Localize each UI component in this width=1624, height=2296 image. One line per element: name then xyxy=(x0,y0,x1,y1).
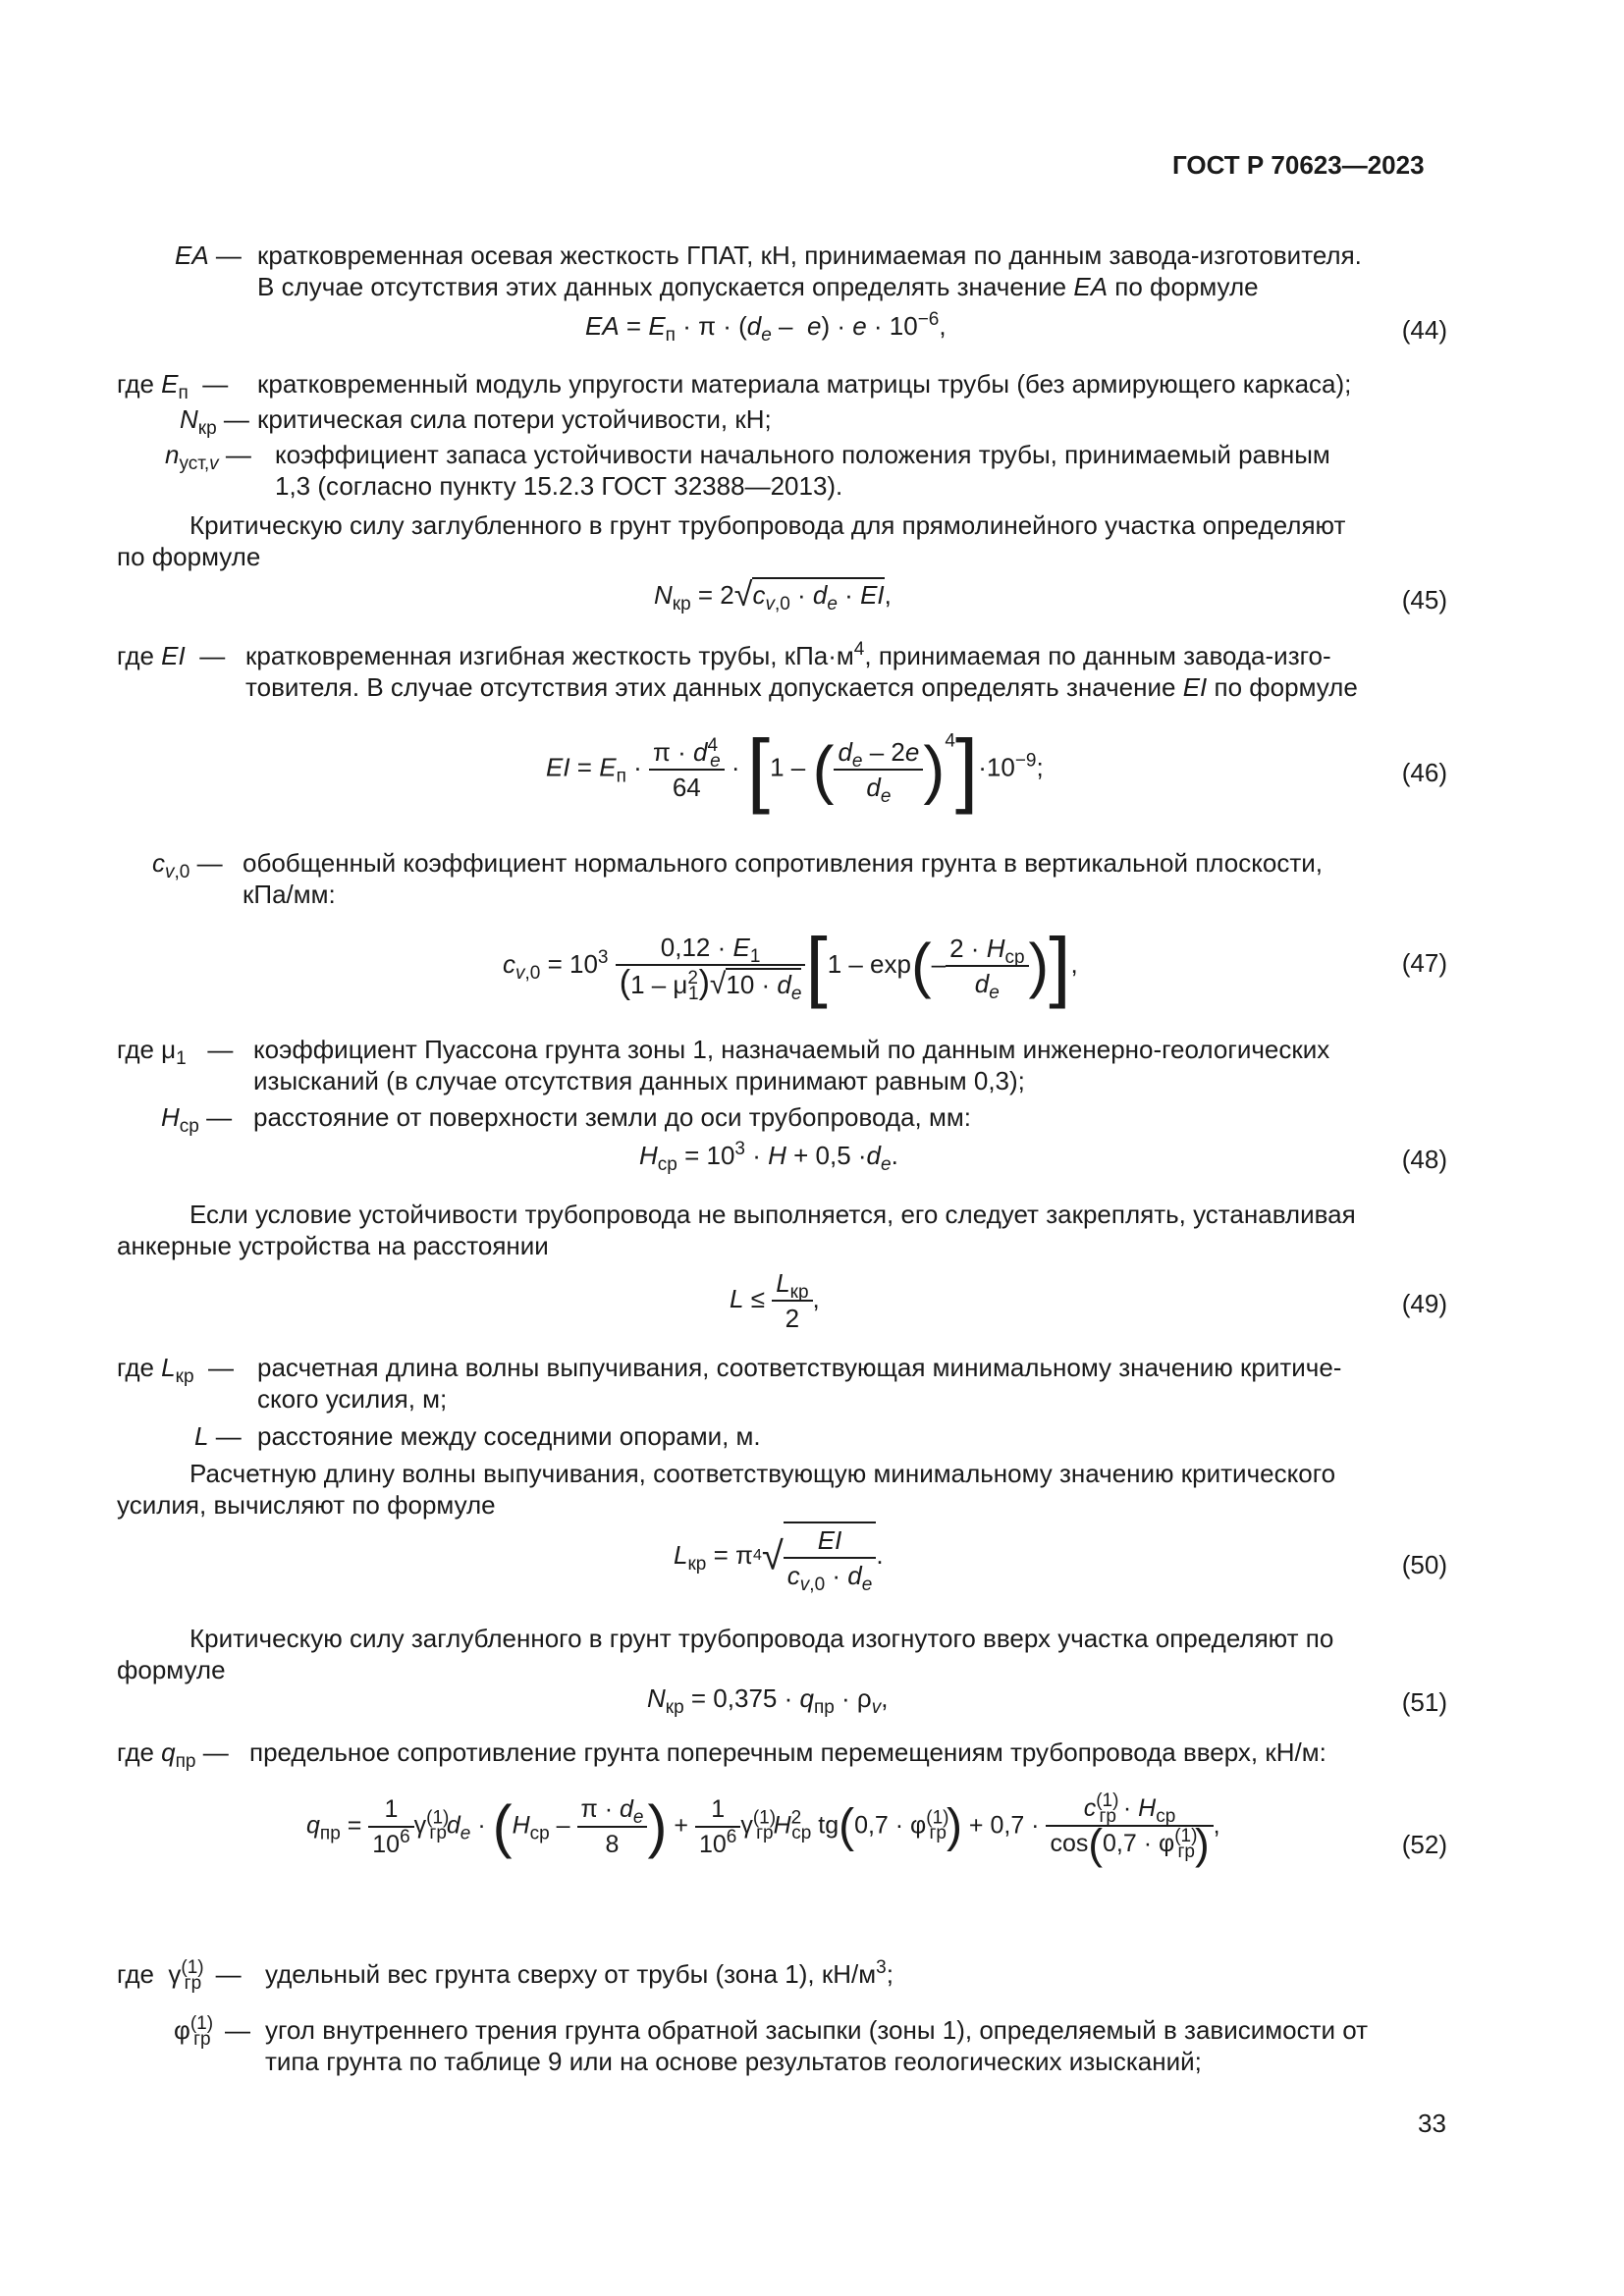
formula-47: $c_{v,0} = 10^3$ $\frac{0,12 \cdot E_1}{(1 - \mu^2_1)√10 \cdot d_e}$ [1 – exp(– $\frac{2 \cdot H_{ср}}{d_e}$ )], xyxy=(503,922,1078,1009)
definition-term-mu1: где $\mu_1$ — xyxy=(117,1035,234,1069)
definition-term-EA: EA — xyxy=(175,240,242,270)
definition-term-En: где $E_п$ — xyxy=(117,369,229,403)
equation-number-52: (52) xyxy=(1401,1830,1447,1859)
definition-EA-line1: кратковременная осевая жесткость ГПАТ, кН, принимаемая по данным завода-изготовителя. xyxy=(257,240,1362,270)
definition-mu1-line1: коэффициент Пуассона грунта зоны 1, назначаемый по данным инженерно-геологических xyxy=(253,1035,1330,1064)
definition-phi-line2: типа грунта по таблице 9 или на основе результатов геологических изысканий; xyxy=(265,2047,1202,2076)
definition-EI-line1: кратковременная изгибная жесткость трубы, $кПа\cdot м^4$, принимаемая по данным завода-изго- xyxy=(245,639,1331,670)
definition-EI-line2: товителя. В случае отсутствия этих данных допускается определять значение EI по формуле xyxy=(245,672,1358,702)
equation-number-51: (51) xyxy=(1401,1687,1447,1717)
definition-L-text: расстояние между соседними опорами, м. xyxy=(257,1421,761,1451)
definition-En-text: кратковременный модуль упругости материала матрицы трубы (без армирующего каркаса); xyxy=(257,369,1352,399)
paragraph-51-line1: Критическую силу заглубленного в грунт трубопровода изогнутого вверх участка определяют по xyxy=(189,1624,1334,1653)
definition-nust-line2: 1,3 (согласно пункту 15.2.3 ГОСТ 32388—2013). xyxy=(275,471,843,501)
definition-mu1-line2: изысканий (в случае отсутствия данных принимают равным 0,3); xyxy=(253,1066,1025,1095)
definition-Lkr-line2: ского усилия, м; xyxy=(257,1384,448,1414)
formula-46: EI = $E_п$ · $\frac{\pi \cdot d^4_e}{64}$ · [1 – ( $\frac{d_e - 2e}{d_e}$ )$^4]\cdot 10^{-9}$; xyxy=(546,722,1044,815)
formula-45: $N_{кр} = 2√c_{v,0} \cdot d_e$ · EI, xyxy=(654,576,892,614)
paragraph-50-line2: усилия, вычисляют по формуле xyxy=(117,1490,496,1520)
definition-term-nust: $n_{уст,v}$ — xyxy=(165,440,251,474)
definition-term-gamma: где $\gamma^{(1)}_{гр}$ — xyxy=(117,1957,242,1994)
formula-49: L ≤ $\frac{L_{кр}}{2}$ , xyxy=(730,1268,820,1333)
paragraph-45-line1: Критическую силу заглубленного в грунт трубопровода для прямолинейного участка определяют xyxy=(189,510,1346,540)
definition-EA-line2: В случае отсутствия этих данных допускается определять значение EA по формуле xyxy=(257,272,1259,301)
paragraph-50-line1: Расчетную длину волны выпучивания, соответствующую минимальному значению критического xyxy=(189,1459,1336,1488)
document-header: ГОСТ Р 70623—2023 xyxy=(1172,150,1425,180)
equation-number-45: (45) xyxy=(1401,585,1447,614)
equation-number-50: (50) xyxy=(1401,1550,1447,1579)
formula-50: $L_{кр} = \pi^4√$ $\frac{EI}{c_{v,0} \cdot d_e}$ . xyxy=(674,1522,884,1592)
formula-51: $N_{кр} = 0,375 \cdot q_{пр} \cdot \rho_v$, xyxy=(647,1683,889,1718)
definition-term-Hsr: $H_{ср}$ — xyxy=(161,1102,233,1137)
equation-number-49: (49) xyxy=(1401,1289,1447,1318)
definition-term-qpr: где $q_{пр}$ — xyxy=(117,1737,229,1772)
definition-qpr-text: предельное сопротивление грунта поперечным перемещениям трубопровода вверх, кН/м: xyxy=(249,1737,1326,1767)
equation-number-48: (48) xyxy=(1401,1145,1447,1174)
definition-nust-line1: коэффициент запаса устойчивости начального положения трубы, принимаемый равным xyxy=(275,440,1330,469)
definition-cv0-line2: кПа/мм: xyxy=(243,880,336,909)
definition-Nkr-text: критическая сила потери устойчивости, кН; xyxy=(257,404,772,434)
definition-cv0-line1: обобщенный коэффициент нормального сопротивления грунта в вертикальной плоскости, xyxy=(243,848,1323,878)
formula-48: $H_{ср} = 10^3 \cdot H + 0,5 \cdot d_e$. xyxy=(639,1139,898,1175)
equation-number-44: (44) xyxy=(1401,315,1447,345)
definition-phi-line1: угол внутреннего трения грунта обратной засыпки (зоны 1), определяемый в зависимости от xyxy=(265,2015,1369,2045)
definition-term-Lkr: где $L_{кр}$ — xyxy=(117,1353,234,1387)
paragraph-45-line2: по формуле xyxy=(117,542,261,571)
definition-term-L: L — xyxy=(194,1421,242,1451)
page-number: 33 xyxy=(1418,2109,1446,2138)
definition-Lkr-line1: расчетная длина волны выпучивания, соответствующая минимальному значению критиче- xyxy=(257,1353,1342,1382)
formula-44: EA = $E_п \cdot \pi \cdot (d_e - e) \cdot e \cdot 10^{-6}$, xyxy=(585,309,947,346)
paragraph-49-line2: анкерные устройства на расстоянии xyxy=(117,1231,549,1260)
definition-term-EI: где EI — xyxy=(117,641,226,670)
definition-Hsr-text: расстояние от поверхности земли до оси трубопровода, мм: xyxy=(253,1102,971,1132)
formula-52: $q_{пр}$ = $\frac{1}{10^6}$ $\gamma^{(1)}_{гр}d_e \cdot (H_{ср}$ – $\frac{\pi \cdot d_e}{8}$ ) + $\frac{1}{10^6}$ $\gamma^{(1)}_{гр}H^2_{ср}$ $tg(0,7 \cdot \varphi^{(1)}_{гр}) + 0,7$ · $\frac{c^{(1)}_{гр} \cdot H_{ср}}{\cos(0,7 \cdot \varphi^{(1)}_{гр})}$ , xyxy=(306,1790,1220,1869)
equation-number-46: (46) xyxy=(1401,758,1447,787)
definition-term-phi: $\varphi^{(1)}_{гр}$ — xyxy=(174,2013,251,2050)
definition-term-Nkr: $N_{кр}$ — xyxy=(180,404,249,439)
equation-number-47: (47) xyxy=(1401,948,1447,978)
paragraph-49-line1: Если условие устойчивости трубопровода не выполняется, его следует закреплять, устанавливая xyxy=(189,1200,1356,1229)
paragraph-51-line2: формуле xyxy=(117,1655,226,1684)
definition-gamma-text: удельный вес грунта сверху от трубы (зона 1), $кН/м^3$; xyxy=(265,1957,893,1989)
definition-term-cv0: $c_{v,0}$ — xyxy=(152,848,223,882)
